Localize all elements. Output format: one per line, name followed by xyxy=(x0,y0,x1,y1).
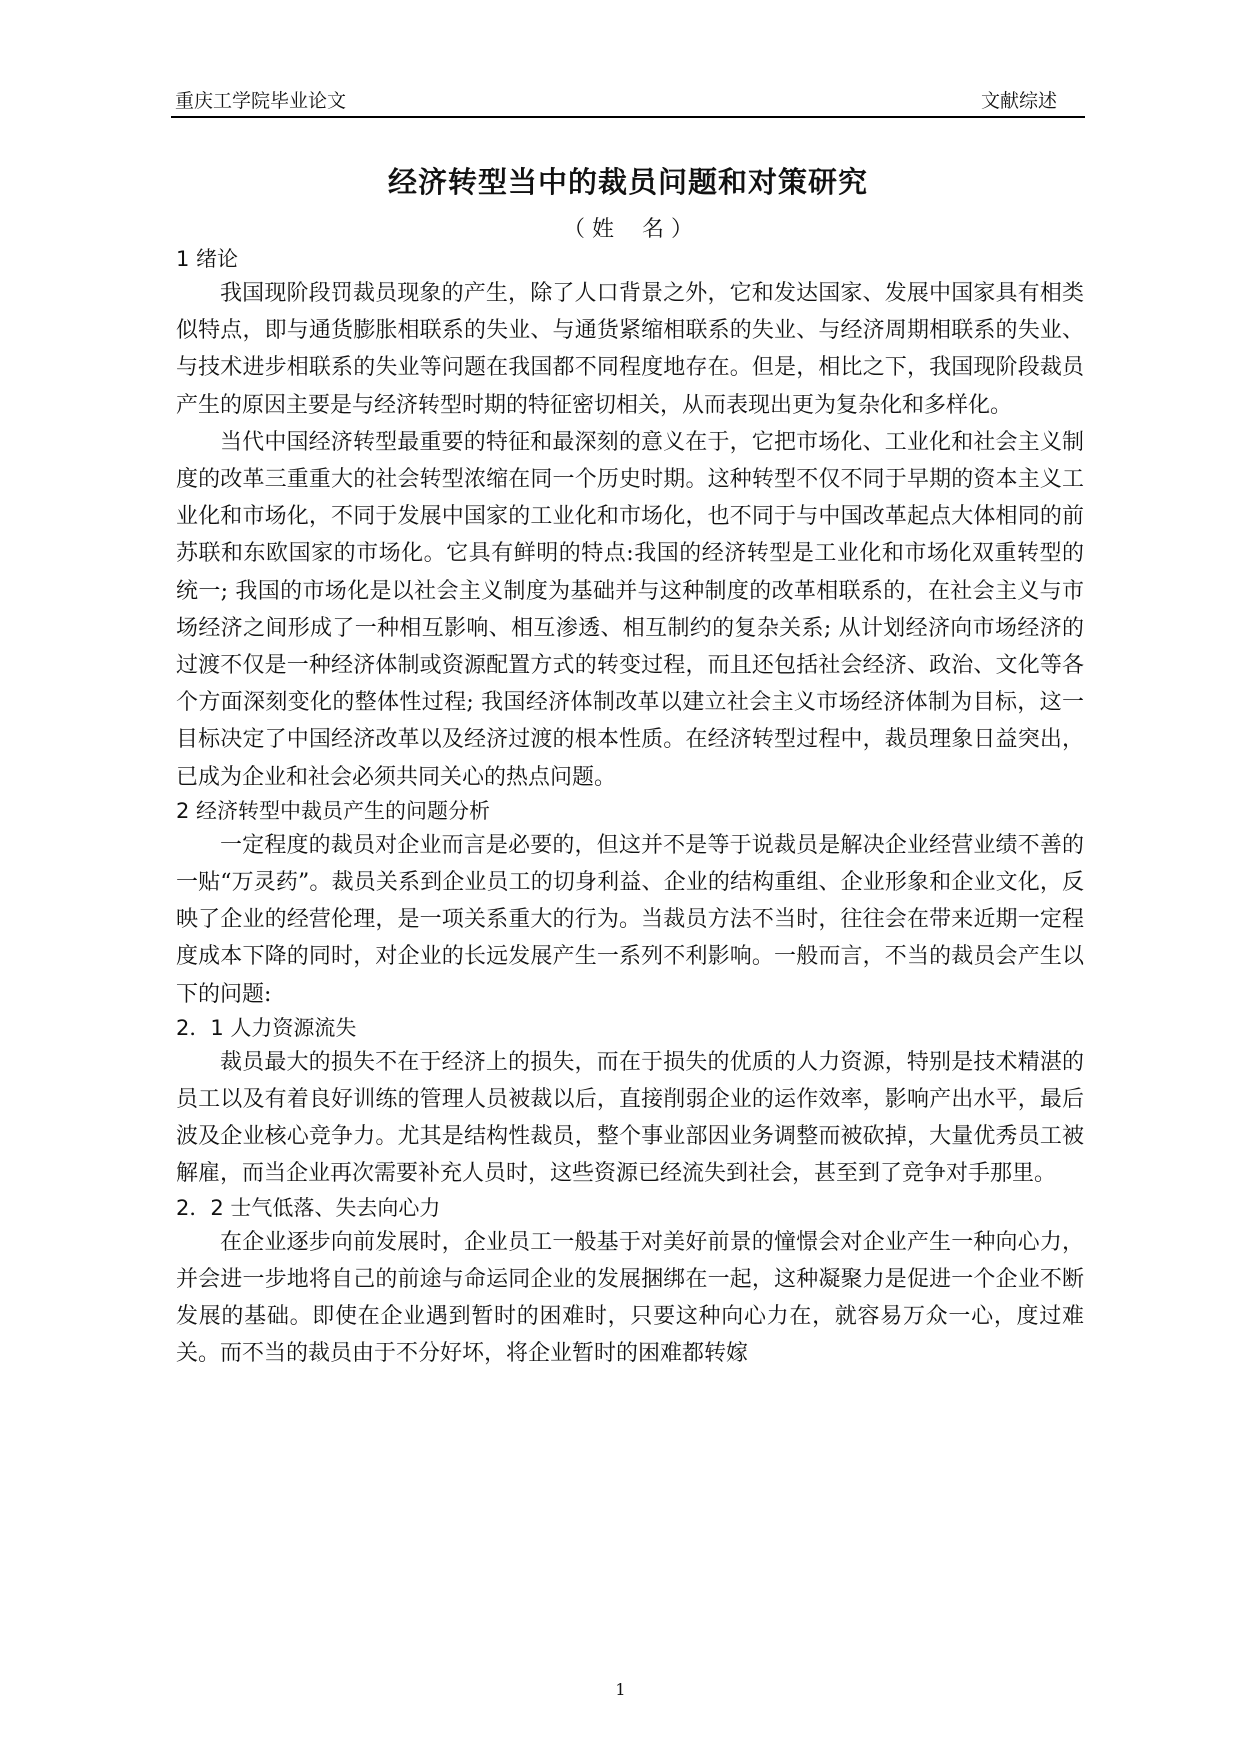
paragraph: 一定程度的裁员对企业而言是必要的，但这并不是等于说裁员是解决企业经营业绩不善的一贴“万灵药”。裁员关系到企业员工的切身利益、企业的结构重组、企业形象和企业文化，反映了企业的经营伦理，是一项关系重大的行为。当裁员方法不当时，往往会在带来近期一定程度成本下降的同时，对企业的长远发展产生一系列不利影响。一般而言，不当的裁员会产生以下的问题: xyxy=(176,832,1084,1007)
section-heading-2-2: 2．2 士气低落、失去向心力 xyxy=(176,1195,441,1220)
document-title: 经济转型当中的裁员问题和对策研究 xyxy=(387,165,868,199)
paragraph: 裁员最大的损失不在于经济上的损失，而在于损失的优质的人力资源，特别是技术精湛的员工以及有着良好训练的管理人员被裁以后，直接削弱企业的运作效率，影响产出水平，最后波及企业核心竞争力。尤其是结构性裁员，整个事业部因业务调整而被砍掉，大量优秀员工被解雇，而当企业再次需要补充人员时，这些资源已经流失到社会，甚至到了竞争对手那里。 xyxy=(176,1049,1084,1187)
author-line: （ 姓 名 ） xyxy=(563,217,693,242)
page-header xyxy=(171,86,1085,118)
header-left-text: 重庆工学院毕业论文 xyxy=(175,90,347,112)
header-right-text: 文献综述 xyxy=(980,90,1057,112)
paragraph: 在企业逐步向前发展时，企业员工一般基于对美好前景的憧憬会对企业产生一种向心力，并会进一步地将自己的前途与命运同企业的发展捆绑在一起，这种凝聚力是促进一个企业不断发展的基础。即使在企业遇到暂时的困难时，只要这种向心力在，就容易万众一心，度过难关。而不当的裁员由于不分好坏，将企业暂时的困难都转嫁 xyxy=(176,1229,1084,1367)
paragraph: 当代中国经济转型最重要的特征和最深刻的意义在于，它把市场化、工业化和社会主义制度的改革三重重大的社会转型浓缩在同一个历史时期。这种转型不仅不同于早期的资本主义工业化和市场化，不同于发展中国家的工业化和市场化，也不同于与中国改革起点大体相同的前苏联和东欧国家的市场化。它具有鲜明的特点:我国的经济转型是工业化和市场化双重转型的统一; 我国的市场化是以社会主义制度为基础并与这种制度的改革相联系的，在社会主义与市场经济之间形成了一种相互影响、相互渗透、相互制约的复杂关系; 从计划经济向市场经济的过渡不仅是一种经济体制或资源配置方式的转变过程，而且还包括社会经济、政治、文化等各个方面深刻变化的整体性过程; 我国经济体制改革以建立社会主义市场经济体制为目标，这一目标决定了中国经济改革以及经济过渡的根本性质。在经济转型过程中，裁员理象日益突出，已成为企业和社会必须共同关心的热点问题。 xyxy=(176,429,1084,790)
section-heading-2: 2 经济转型中裁员产生的问题分析 xyxy=(176,798,491,823)
section-heading-2-1: 2．1 人力资源流失 xyxy=(176,1015,357,1040)
page-number: 1 xyxy=(615,1680,626,1699)
document-body xyxy=(176,244,1084,1372)
paragraph: 我国现阶段罚裁员现象的产生，除了人口背景之外，它和发达国家、发展中国家具有相类似特点，即与通货膨胀相联系的失业、与通货紧缩相联系的失业、与经济周期相联系的失业、与技术进步相联系的失业等问题在我国都不同程度地存在。但是，相比之下，我国现阶段裁员产生的原因主要是与经济转型时期的特征密切相关，从而表现出更为复杂化和多样化。 xyxy=(176,281,1084,418)
section-heading-1: 1 绪论 xyxy=(176,247,239,271)
